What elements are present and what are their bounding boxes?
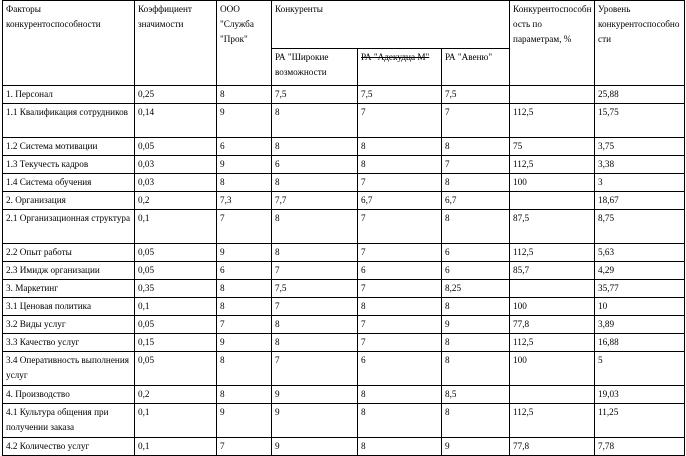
header-competitor-3: РА "Авеню" — [442, 49, 510, 86]
table-row — [3, 174, 685, 192]
cell-own: 8 — [217, 298, 272, 316]
cell-competitor-3: 7 — [442, 156, 510, 174]
cell-comp-level: 100 — [510, 352, 595, 386]
cell-competitor-3: 8 — [442, 298, 510, 316]
cell-competitor-1: 7 — [272, 262, 358, 280]
cell-coefficient: 0,05 — [135, 244, 217, 262]
cell-level: 3 — [595, 174, 685, 192]
cell-competitor-2: 8 — [358, 386, 442, 404]
cell-competitor-2: 7 — [358, 174, 442, 192]
cell-level: 16,88 — [595, 334, 685, 352]
cell-coefficient: 0,05 — [135, 352, 217, 386]
cell-competitor-2: 6 — [358, 262, 442, 280]
cell-competitor-3: 8 — [442, 174, 510, 192]
header-competitors: Конкуренты — [272, 1, 510, 49]
cell-factor: 3. Маркетинг — [3, 280, 135, 298]
cell-competitor-1: 9 — [272, 404, 358, 438]
table-row — [3, 86, 685, 104]
cell-coefficient: 0,05 — [135, 262, 217, 280]
table-row — [3, 138, 685, 156]
cell-coefficient: 0,03 — [135, 156, 217, 174]
cell-competitor-1: 9 — [272, 438, 358, 456]
header-comp-level: Конкурентоспособность по параметрам, % — [510, 1, 595, 86]
cell-factor: 4. Производство — [3, 386, 135, 404]
cell-comp-level: 112,5 — [510, 334, 595, 352]
cell-competitor-2: 8 — [358, 298, 442, 316]
cell-own: 9 — [217, 334, 272, 352]
cell-factor: 2. Организация — [3, 192, 135, 210]
header-level: Уровень конкурентоспособности — [595, 1, 685, 86]
cell-own: 8 — [217, 352, 272, 386]
header-coefficient: Коэффициент значимости — [135, 1, 217, 86]
cell-competitor-2: 8 — [358, 404, 442, 438]
cell-competitor-1: 8 — [272, 138, 358, 156]
cell-factor: 4.1 Культура общения при получении заказа — [3, 404, 135, 438]
cell-competitor-1: 9 — [272, 386, 358, 404]
cell-competitor-3: 7 — [442, 104, 510, 138]
cell-level: 19,03 — [595, 386, 685, 404]
cell-coefficient: 0,2 — [135, 192, 217, 210]
table-row — [3, 352, 685, 386]
cell-level: 3,75 — [595, 138, 685, 156]
cell-factor: 3.1 Ценовая политика — [3, 298, 135, 316]
cell-competitor-2: 7 — [358, 104, 442, 138]
cell-factor: 3.2 Виды услуг — [3, 316, 135, 334]
cell-own: 8 — [217, 386, 272, 404]
cell-competitor-3: 8 — [442, 352, 510, 386]
cell-competitor-2: 6,7 — [358, 192, 442, 210]
cell-coefficient: 0,25 — [135, 86, 217, 104]
cell-comp-level: 100 — [510, 174, 595, 192]
cell-competitor-1: 7,7 — [272, 192, 358, 210]
table-row — [3, 386, 685, 404]
cell-factor: 1. Персонал — [3, 86, 135, 104]
cell-coefficient: 0,2 — [135, 386, 217, 404]
cell-level: 15,75 — [595, 104, 685, 138]
cell-comp-level: 87,5 — [510, 210, 595, 244]
cell-factor: 2.2 Опыт работы — [3, 244, 135, 262]
cell-competitor-2: 7 — [358, 316, 442, 334]
cell-own: 7 — [217, 438, 272, 456]
cell-competitor-1: 8 — [272, 244, 358, 262]
cell-factor: 1.1 Квалификация сотрудников — [3, 104, 135, 138]
cell-competitor-1: 8 — [272, 174, 358, 192]
cell-competitor-3: 7,5 — [442, 86, 510, 104]
cell-own: 6 — [217, 262, 272, 280]
header-competitor-1: РА "Широкие возможности — [272, 49, 358, 86]
cell-competitor-2: 7 — [358, 334, 442, 352]
header-competitor-2 — [358, 49, 442, 86]
cell-comp-level — [510, 86, 595, 104]
cell-comp-level: 77,8 — [510, 316, 595, 334]
cell-comp-level: 112,5 — [510, 104, 595, 138]
cell-factor: 2.1 Организационная структура — [3, 210, 135, 244]
cell-own: 9 — [217, 156, 272, 174]
cell-competitor-1: 8 — [272, 316, 358, 334]
cell-own: 7 — [217, 210, 272, 244]
cell-comp-level: 112,5 — [510, 244, 595, 262]
cell-own: 7,3 — [217, 192, 272, 210]
cell-competitor-3: 6 — [442, 244, 510, 262]
cell-own: 6 — [217, 138, 272, 156]
table-row — [3, 316, 685, 334]
cell-level: 35,77 — [595, 280, 685, 298]
cell-comp-level: 112,5 — [510, 404, 595, 438]
cell-competitor-1: 7 — [272, 352, 358, 386]
cell-comp-level: 112,5 — [510, 156, 595, 174]
cell-level: 18,67 — [595, 192, 685, 210]
cell-own: 7 — [217, 316, 272, 334]
cell-comp-level: 100 — [510, 298, 595, 316]
cell-competitor-1: 7,5 — [272, 280, 358, 298]
cell-competitor-3: 8 — [442, 334, 510, 352]
cell-level: 4,29 — [595, 262, 685, 280]
cell-level: 8,75 — [595, 210, 685, 244]
competitiveness-table — [2, 0, 685, 456]
cell-competitor-1: 6 — [272, 156, 358, 174]
table-row — [3, 244, 685, 262]
cell-own: 9 — [217, 244, 272, 262]
cell-competitor-1: 8 — [272, 104, 358, 138]
cell-competitor-2: 8 — [358, 438, 442, 456]
table-row — [3, 104, 685, 138]
cell-competitor-2: 7 — [358, 280, 442, 298]
header-own-company: ООО "Служба "Прок" — [217, 1, 272, 86]
table-row — [3, 192, 685, 210]
cell-coefficient: 0,1 — [135, 298, 217, 316]
cell-coefficient: 0,35 — [135, 280, 217, 298]
cell-own: 9 — [217, 404, 272, 438]
cell-level: 7,78 — [595, 438, 685, 456]
cell-comp-level — [510, 192, 595, 210]
cell-comp-level: 85,7 — [510, 262, 595, 280]
header-row — [3, 1, 685, 49]
cell-level: 5 — [595, 352, 685, 386]
cell-coefficient: 0,15 — [135, 334, 217, 352]
cell-competitor-3: 8 — [442, 210, 510, 244]
cell-coefficient: 0,05 — [135, 138, 217, 156]
header-factors: Факторы конкурентоспособности — [3, 1, 135, 86]
cell-factor: 4.2 Количество услуг — [3, 438, 135, 456]
cell-coefficient: 0,1 — [135, 404, 217, 438]
table-row — [3, 334, 685, 352]
cell-comp-level — [510, 280, 595, 298]
cell-level: 10 — [595, 298, 685, 316]
cell-level: 3,89 — [595, 316, 685, 334]
cell-level: 25,88 — [595, 86, 685, 104]
cell-competitor-3: 6 — [442, 262, 510, 280]
cell-factor: 3.4 Оперативность выполнения услуг — [3, 352, 135, 386]
cell-level: 3,38 — [595, 156, 685, 174]
cell-competitor-3: 6,7 — [442, 192, 510, 210]
cell-competitor-2: 8 — [358, 138, 442, 156]
table-row — [3, 262, 685, 280]
cell-coefficient: 0,1 — [135, 438, 217, 456]
cell-coefficient: 0,05 — [135, 316, 217, 334]
cell-competitor-3: 8,5 — [442, 386, 510, 404]
cell-competitor-3: 9 — [442, 316, 510, 334]
cell-coefficient: 0,03 — [135, 174, 217, 192]
cell-own: 8 — [217, 280, 272, 298]
cell-comp-level — [510, 386, 595, 404]
cell-competitor-2: 7 — [358, 210, 442, 244]
cell-competitor-1: 7 — [272, 298, 358, 316]
cell-competitor-1: 8 — [272, 334, 358, 352]
cell-coefficient: 0,1 — [135, 210, 217, 244]
cell-competitor-3: 9 — [442, 438, 510, 456]
cell-factor: 1.4 Система обучения — [3, 174, 135, 192]
cell-factor: 2.3 Имидж организации — [3, 262, 135, 280]
cell-coefficient: 0,14 — [135, 104, 217, 138]
cell-competitor-2: 7 — [358, 244, 442, 262]
cell-comp-level: 77,8 — [510, 438, 595, 456]
cell-level: 5,63 — [595, 244, 685, 262]
cell-competitor-3: 8,25 — [442, 280, 510, 298]
cell-competitor-2: 8 — [358, 156, 442, 174]
cell-competitor-1: 7,5 — [272, 86, 358, 104]
cell-own: 8 — [217, 174, 272, 192]
cell-factor: 1.2 Система мотивации — [3, 138, 135, 156]
table-row — [3, 298, 685, 316]
cell-competitor-2: 7,5 — [358, 86, 442, 104]
cell-own: 9 — [217, 104, 272, 138]
header-competitor-2-text: РА "Адекудца М" — [361, 52, 430, 62]
table-row — [3, 438, 685, 456]
cell-competitor-3: 8 — [442, 404, 510, 438]
cell-competitor-1: 8 — [272, 210, 358, 244]
cell-own: 8 — [217, 86, 272, 104]
table-row — [3, 210, 685, 244]
cell-competitor-3: 8 — [442, 138, 510, 156]
cell-competitor-2: 6 — [358, 352, 442, 386]
cell-factor: 3.3 Качество услуг — [3, 334, 135, 352]
cell-factor: 1.3 Текучесть кадров — [3, 156, 135, 174]
cell-level: 11,25 — [595, 404, 685, 438]
table-row — [3, 280, 685, 298]
table-row — [3, 404, 685, 438]
table-row — [3, 156, 685, 174]
cell-comp-level: 75 — [510, 138, 595, 156]
